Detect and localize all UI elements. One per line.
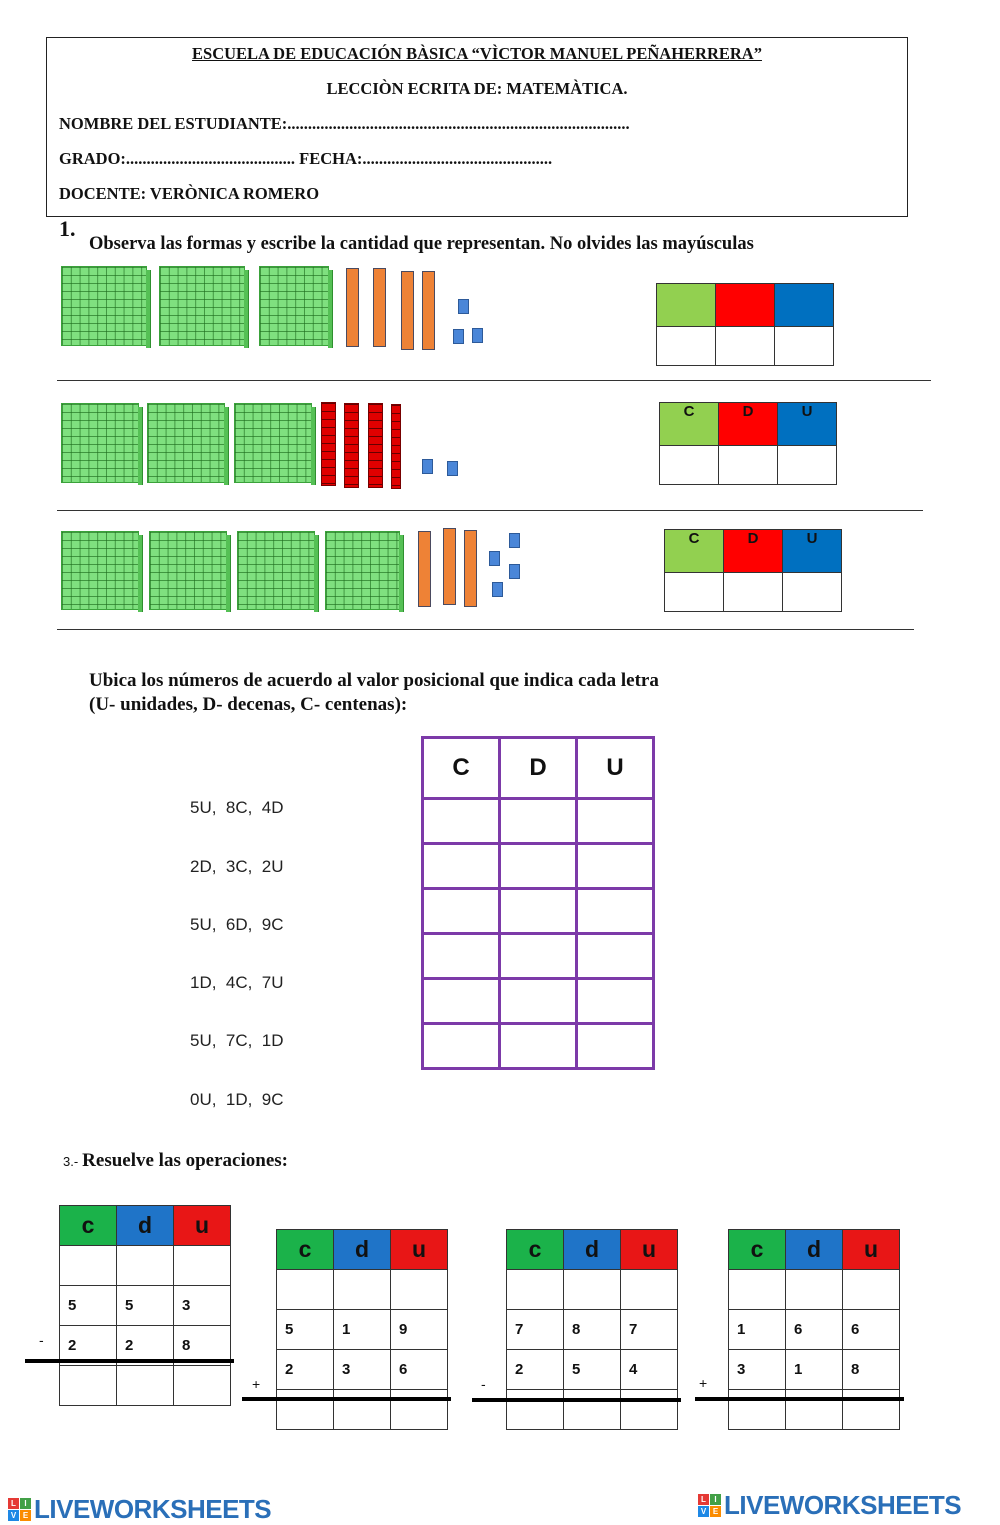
- carry-cell[interactable]: [786, 1270, 843, 1310]
- answer-cell-u[interactable]: [783, 573, 842, 612]
- op-header-d: d: [786, 1230, 843, 1270]
- result-cell[interactable]: [621, 1390, 678, 1430]
- op-header-u: u: [621, 1230, 678, 1270]
- answer-cell-d[interactable]: [724, 573, 783, 612]
- cdu-table-row-3: [664, 529, 842, 612]
- op-header-d: d: [117, 1206, 174, 1246]
- operation-bar: [25, 1359, 234, 1363]
- carry-cell[interactable]: [564, 1270, 621, 1310]
- pv-cell[interactable]: [423, 889, 500, 934]
- section3-title: Resuelve las operaciones:: [82, 1150, 288, 1171]
- unit-cube: [453, 329, 464, 344]
- hundred-block: [61, 531, 139, 610]
- liveworksheets-logo-right[interactable]: [698, 1490, 961, 1521]
- carry-cell[interactable]: [334, 1270, 391, 1310]
- result-cell[interactable]: [391, 1390, 448, 1430]
- pv-cell[interactable]: [577, 979, 654, 1024]
- pv-cell[interactable]: [423, 844, 500, 889]
- op-header-u: u: [391, 1230, 448, 1270]
- ten-rod: [401, 271, 414, 350]
- pv-cell[interactable]: [423, 934, 500, 979]
- pv-cell[interactable]: [577, 844, 654, 889]
- section1-number: 1.: [59, 216, 76, 241]
- carry-cell[interactable]: [60, 1246, 117, 1286]
- unit-cube: [492, 582, 503, 597]
- liveworksheets-icon: L I V E: [698, 1494, 721, 1517]
- operation-sign: -: [481, 1376, 486, 1392]
- pv-header-u: U: [577, 738, 654, 799]
- result-cell[interactable]: [334, 1390, 391, 1430]
- unit-cube: [489, 551, 500, 566]
- unit-cube: [509, 564, 520, 579]
- header-c: C: [665, 530, 724, 573]
- digit-cell: 9: [391, 1310, 448, 1350]
- pv-cell[interactable]: [500, 934, 577, 979]
- carry-cell[interactable]: [507, 1270, 564, 1310]
- carry-cell[interactable]: [729, 1270, 786, 1310]
- digit-cell: 2: [117, 1326, 174, 1366]
- cdu-table-row-1: [656, 283, 834, 366]
- operation-bar: [242, 1397, 451, 1401]
- op-header-c: c: [729, 1230, 786, 1270]
- pv-cell[interactable]: [577, 889, 654, 934]
- hundred-block: [159, 266, 245, 346]
- hundred-block: [325, 531, 400, 610]
- op-header-c: c: [507, 1230, 564, 1270]
- ten-rod: [373, 268, 386, 347]
- pv-cell[interactable]: [423, 799, 500, 844]
- header-u: [775, 284, 834, 327]
- digit-cell: 8: [843, 1350, 900, 1390]
- position-item-3: 5U, 6D, 9C: [190, 915, 284, 934]
- op-header-u: u: [174, 1206, 231, 1246]
- answer-cell-c[interactable]: [660, 446, 719, 485]
- header-u: U: [778, 403, 837, 446]
- school-name: ESCUELA DE EDUCACIÓN BÀSICA “VÌCTOR MANUEL PEÑAHERRERA”: [192, 44, 762, 63]
- hundred-block: [61, 403, 139, 483]
- pv-cell[interactable]: [577, 934, 654, 979]
- operation-bar: [472, 1398, 681, 1402]
- carry-cell[interactable]: [117, 1246, 174, 1286]
- answer-cell-c[interactable]: [657, 327, 716, 366]
- ten-rod: [443, 528, 456, 605]
- hundred-block: [259, 266, 329, 346]
- grade-date-field[interactable]: GRADO:......................................... FECHA:..............................................: [59, 149, 553, 168]
- pv-cell[interactable]: [500, 844, 577, 889]
- liveworksheets-brand: LIVEWORKSHEETS: [724, 1490, 962, 1520]
- digit-cell: 2: [277, 1350, 334, 1390]
- carry-cell[interactable]: [174, 1246, 231, 1286]
- answer-cell-u[interactable]: [775, 327, 834, 366]
- carry-cell[interactable]: [843, 1270, 900, 1310]
- liveworksheets-logo-left[interactable]: [8, 1494, 271, 1525]
- hundred-block: [149, 531, 227, 610]
- hundred-block: [237, 531, 315, 610]
- operation-sign: +: [699, 1375, 708, 1391]
- operation-1: [59, 1205, 231, 1406]
- ten-rod: [346, 268, 359, 347]
- digit-cell: 4: [621, 1350, 678, 1390]
- pv-cell[interactable]: [500, 1024, 577, 1069]
- operation-bar: [695, 1397, 904, 1401]
- header-d: D: [724, 530, 783, 573]
- operation-sign: +: [252, 1376, 261, 1392]
- teacher-name: DOCENTE: VERÒNICA ROMERO: [59, 184, 320, 203]
- unit-cube: [447, 461, 458, 476]
- section1-instruction: Observa las formas y escribe la cantidad que representan. No olvides las mayúsculas: [89, 234, 754, 254]
- answer-cell-u[interactable]: [778, 446, 837, 485]
- header-c: [657, 284, 716, 327]
- answer-line-3[interactable]: [57, 629, 914, 630]
- section3-prefix: 3.-: [63, 1154, 79, 1169]
- op-header-c: c: [60, 1206, 117, 1246]
- digit-cell: 3: [174, 1286, 231, 1326]
- result-cell[interactable]: [174, 1366, 231, 1406]
- result-cell[interactable]: [786, 1390, 843, 1430]
- answer-line-1[interactable]: [57, 380, 931, 381]
- hundred-block: [147, 403, 225, 483]
- pv-cell[interactable]: [423, 1024, 500, 1069]
- digit-cell: 3: [729, 1350, 786, 1390]
- digit-cell: 2: [60, 1326, 117, 1366]
- pv-cell[interactable]: [577, 1024, 654, 1069]
- digit-cell: 8: [564, 1310, 621, 1350]
- liveworksheets-brand: LIVEWORKSHEETS: [34, 1494, 272, 1524]
- section2-instruction-2: (U- unidades, D- decenas, C- centenas):: [89, 694, 408, 715]
- result-cell[interactable]: [564, 1390, 621, 1430]
- hundred-block: [61, 266, 147, 346]
- unit-cube: [472, 328, 483, 343]
- digit-cell: 7: [621, 1310, 678, 1350]
- answer-cell-d[interactable]: [719, 446, 778, 485]
- digit-cell: 7: [507, 1310, 564, 1350]
- position-item-5: 5U, 7C, 1D: [190, 1031, 284, 1050]
- position-item-6: 0U, 1D, 9C: [190, 1090, 284, 1109]
- digit-cell: 2: [507, 1350, 564, 1390]
- digit-cell: 1: [786, 1350, 843, 1390]
- header-d: D: [719, 403, 778, 446]
- op-header-u: u: [843, 1230, 900, 1270]
- ten-rod: [321, 402, 336, 486]
- pv-cell[interactable]: [500, 799, 577, 844]
- operation-sign: -: [39, 1332, 44, 1348]
- header-d: [716, 284, 775, 327]
- pv-cell[interactable]: [577, 799, 654, 844]
- digit-cell: 3: [334, 1350, 391, 1390]
- answer-cell-c[interactable]: [665, 573, 724, 612]
- digit-cell: 6: [391, 1350, 448, 1390]
- unit-cube: [458, 299, 469, 314]
- digit-cell: 1: [334, 1310, 391, 1350]
- position-item-2: 2D, 3C, 2U: [190, 857, 284, 876]
- digit-cell: 5: [60, 1286, 117, 1326]
- result-cell[interactable]: [729, 1390, 786, 1430]
- unit-cube: [509, 533, 520, 548]
- pv-cell[interactable]: [500, 979, 577, 1024]
- ten-rod: [464, 530, 477, 607]
- lesson-title: LECCIÒN ECRITA DE: MATEMÀTICA.: [326, 79, 628, 98]
- unit-cube: [422, 459, 433, 474]
- result-cell[interactable]: [507, 1390, 564, 1430]
- digit-cell: 8: [174, 1326, 231, 1366]
- header-c: C: [660, 403, 719, 446]
- carry-cell[interactable]: [391, 1270, 448, 1310]
- section2-instruction-1: Ubica los números de acuerdo al valor posicional que indica cada letra: [89, 670, 659, 691]
- result-cell[interactable]: [843, 1390, 900, 1430]
- digit-cell: 5: [564, 1350, 621, 1390]
- position-item-4: 1D, 4C, 7U: [190, 973, 284, 992]
- section3-heading: [63, 1150, 288, 1172]
- digit-cell: 1: [729, 1310, 786, 1350]
- result-cell[interactable]: [60, 1366, 117, 1406]
- ten-rod: [391, 404, 401, 489]
- answer-cell-d[interactable]: [716, 327, 775, 366]
- liveworksheets-icon: L I V E: [8, 1498, 31, 1521]
- op-header-c: c: [277, 1230, 334, 1270]
- carry-cell[interactable]: [621, 1270, 678, 1310]
- digit-cell: 6: [786, 1310, 843, 1350]
- digit-cell: 5: [277, 1310, 334, 1350]
- op-header-d: d: [334, 1230, 391, 1270]
- hundred-block: [234, 403, 312, 483]
- pv-cell[interactable]: [423, 979, 500, 1024]
- cdu-table-row-2: [659, 402, 837, 485]
- pv-header-d: D: [500, 738, 577, 799]
- position-item-1: 5U, 8C, 4D: [190, 798, 284, 817]
- header-u: U: [783, 530, 842, 573]
- result-cell[interactable]: [117, 1366, 174, 1406]
- ten-rod: [418, 531, 431, 607]
- digit-cell: 6: [843, 1310, 900, 1350]
- pv-header-c: C: [423, 738, 500, 799]
- op-header-d: d: [564, 1230, 621, 1270]
- pv-cell[interactable]: [500, 889, 577, 934]
- ten-rod: [422, 271, 435, 350]
- answer-line-2[interactable]: [57, 510, 923, 511]
- digit-cell: 5: [117, 1286, 174, 1326]
- ten-rod: [368, 403, 383, 488]
- carry-cell[interactable]: [277, 1270, 334, 1310]
- result-cell[interactable]: [277, 1390, 334, 1430]
- ten-rod: [344, 403, 359, 488]
- student-name-field[interactable]: NOMBRE DEL ESTUDIANTE:...................................................................................: [59, 114, 630, 133]
- place-value-table: [421, 736, 655, 1070]
